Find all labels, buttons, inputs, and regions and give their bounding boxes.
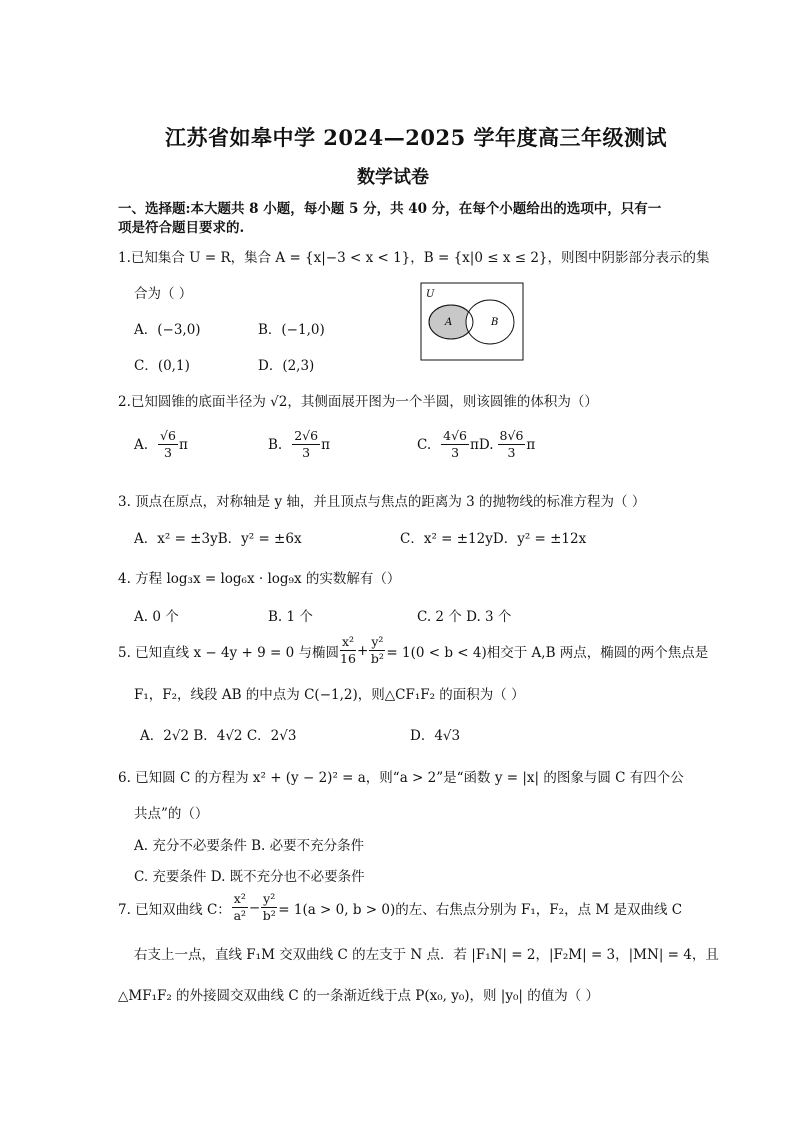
question-1-option-a: A．(−3,0)	[134, 322, 201, 338]
question-1-option-c: C．(0,1)	[134, 358, 190, 374]
question-2-stem: 2.已知圆锥的底面半径为 √2，其侧面展开图为一个半圆，则该圆锥的体积为（）	[118, 394, 598, 410]
option-c-numerator: 4√6	[443, 428, 468, 443]
question-1-option-d: D．(2,3)	[258, 358, 315, 374]
option-c-denominator: 3	[451, 445, 460, 460]
question-4-stem: 4. 方程 log₃x = log₆x · log₉x 的实数解有（）	[118, 571, 401, 587]
question-1-option-b: B．(−1,0)	[258, 322, 325, 338]
fraction-y-denominator: b²	[262, 908, 276, 923]
fraction-x-numerator: x²	[341, 634, 355, 649]
question-3-options-cd: C．x² = ±12yD．y² = ±12x	[400, 531, 587, 547]
universal-set-label: U	[426, 289, 435, 300]
question-7-line3: △MF₁F₂ 的外接圆交双曲线 C 的一条渐近线于点 P(x₀, y₀)，则 |y₀| 的值为（ ）	[118, 988, 600, 1004]
question-5-fraction-x	[340, 634, 356, 667]
option-a-tail: π	[178, 436, 188, 453]
option-c-prefix: C.	[417, 436, 432, 453]
fraction-y-denominator: b²	[370, 651, 384, 666]
set-a-label: A	[445, 317, 453, 328]
section-heading-line1: 一、选择题:本大题共 8 小题，每小题 5 分，共 40 分，在每个小题给出的选项中，只有一	[118, 201, 662, 217]
question-6-line1: 6. 已知圆 C 的方程为 x² + (y − 2)² = a，则“a > 2”是“函数 y = |x| 的图象与圆 C 有四个公	[118, 770, 684, 786]
question-5-options-abc: A．2√2 B．4√2 C．2√3	[140, 728, 297, 744]
question-6-options-ab: A. 充分不必要条件 B. 必要不充分条件	[134, 838, 365, 854]
option-a-fraction	[158, 428, 178, 461]
question-1-line1: 1.已知集合 U = R，集合 A = {x|−3 < x < 1}，B = {x|0 ≤ x ≤ 2}，则图中阴影部分表示的集	[118, 250, 710, 266]
question-7-line1-start: 7. 已知双曲线 C：	[118, 901, 231, 918]
question-3-options-ab: A．x² = ±3yB．y² = ±6x	[134, 531, 302, 547]
option-c-fraction	[441, 428, 469, 461]
question-5-line1	[118, 634, 708, 667]
question-7-line1	[118, 891, 682, 924]
fraction-x-numerator: x²	[233, 891, 246, 906]
question-4-option-a: A. 0 个	[134, 609, 179, 625]
option-d-fraction	[498, 428, 526, 461]
page-title: 江苏省如皋中学 2024—2025 学年度高三年级测试	[165, 125, 668, 150]
option-c-tail: πD.	[470, 436, 494, 453]
option-b-fraction	[292, 428, 320, 461]
option-d-numerator: 8√6	[499, 428, 524, 443]
fraction-x-denominator: a²	[233, 908, 247, 923]
page-subtitle: 数学试卷	[357, 167, 429, 188]
question-4-option-b: B. 1 个	[268, 609, 313, 625]
question-7-line2: 右支上一点，直线 F₁M 交双曲线 C 的左支于 N 点．若 |F₁N| = 2，|F₂M| = 3，|MN| = 4，且	[134, 947, 719, 963]
fraction-y-numerator: y²	[371, 634, 384, 649]
option-b-prefix: B.	[268, 436, 283, 453]
question-7-line1-end: = 1(a > 0, b > 0)的左、右焦点分别为 F₁，F₂，点 M 是双曲线 C	[278, 901, 683, 918]
question-6-line2: 共点”的（）	[134, 806, 209, 822]
section-heading-line2: 项是符合题目要求的.	[118, 220, 245, 236]
question-5-line1-end: = 1(0 < b < 4)相交于 A,B 两点，椭圆的两个焦点是	[386, 644, 709, 661]
question-4-options-cd: C. 2 个 D. 3 个	[417, 609, 512, 625]
option-b-denominator: 3	[302, 445, 311, 460]
question-5-option-d: D．4√3	[410, 728, 461, 744]
question-7-fraction-y	[261, 891, 277, 924]
minus-sign: −	[248, 899, 261, 916]
option-a-denominator: 3	[164, 445, 172, 460]
option-b-numerator: 2√6	[294, 428, 319, 443]
option-a-prefix: A.	[134, 436, 149, 453]
question-7-fraction-x	[232, 891, 248, 924]
option-d-tail: π	[526, 436, 536, 453]
question-1-line2: 合为（ ）	[134, 286, 193, 302]
plus-sign: +	[357, 642, 369, 659]
set-b-label: B	[491, 317, 499, 328]
option-a-numerator: √6	[160, 428, 176, 443]
question-3-stem: 3. 顶点在原点，对称轴是 y 轴，并且顶点与焦点的距离为 3 的抛物线的标准方程为（ ）	[118, 494, 646, 510]
question-6-options-cd: C. 充要条件 D. 既不充分也不必要条件	[134, 869, 365, 885]
fraction-x-denominator: 16	[340, 651, 356, 666]
venn-diagram	[420, 282, 524, 361]
fraction-y-numerator: y²	[263, 891, 276, 906]
question-2-option-a	[134, 428, 188, 461]
question-5-line1-start: 5. 已知直线 x − 4y + 9 = 0 与椭圆	[118, 644, 339, 661]
option-b-tail: π	[321, 436, 330, 453]
question-5-fraction-y	[369, 634, 385, 667]
question-5-line2: F₁，F₂，线段 AB 的中点为 C(−1,2)，则△CF₁F₂ 的面积为（ ）	[134, 687, 525, 703]
option-d-denominator: 3	[507, 445, 516, 460]
question-2-option-b	[268, 428, 330, 461]
question-2-option-cd	[417, 428, 535, 461]
